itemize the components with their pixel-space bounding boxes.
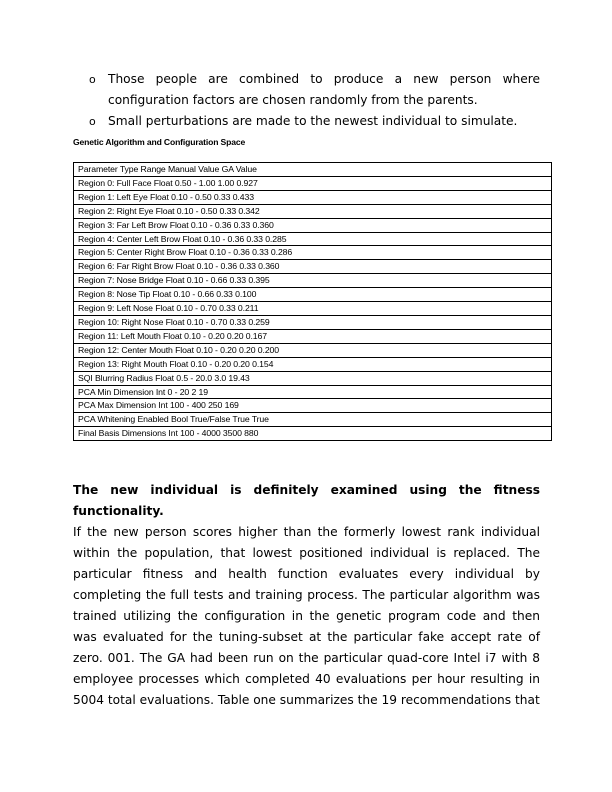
bullet-item (89, 69, 540, 111)
table-cell: Region 12: Center Mouth Float 0.10 - 0.20 0.20 0.200 (74, 343, 552, 357)
table-cell: Region 3: Far Left Brow Float 0.10 - 0.36 0.33 0.360 (74, 218, 552, 232)
bullet-text: Small perturbations are made to the newest individual to simulate. (108, 114, 518, 128)
table-row (74, 343, 552, 357)
table-row (74, 232, 552, 246)
table-cell: Region 9: Left Nose Float 0.10 - 0.70 0.33 0.211 (74, 302, 552, 316)
table-row (74, 357, 552, 371)
table-cell: PCA Min Dimension Int 0 - 20 2 19 (74, 385, 552, 399)
table-row (74, 190, 552, 204)
table-row (74, 413, 552, 427)
table-row (74, 274, 552, 288)
table-row (74, 427, 552, 441)
bullet-text: Those people are combined to produce a new person where configuration factors are chosen randomly from the parents. (108, 72, 540, 107)
table-cell: PCA Whitening Enabled Bool True/False True True (74, 413, 552, 427)
body-section (73, 480, 540, 711)
bullet-list (89, 69, 540, 132)
table-cell: Region 4: Center Left Brow Float 0.10 - 0.36 0.33 0.285 (74, 232, 552, 246)
body-paragraph: If the new person scores higher than the formerly lowest rank individual within the population, that lowest positioned individual is replaced. The particular fitness and health function evaluates every individual by completing the full tests and training process. The particular algorithm was trained utilizing the configuration in the genetic program code and then was evaluated for the tuning-subset at the particular fake accept rate of zero. 001. The GA had been run on the particular quad-core Intel i7 with 8 employee processes which completed 40 evaluations per hour resulting in 5004 total evaluations. Table one summarizes the 19 recommendations that (73, 525, 540, 707)
table-row (74, 399, 552, 413)
table-cell: Region 1: Left Eye Float 0.10 - 0.50 0.33 0.433 (74, 190, 552, 204)
bullet-marker-icon: o (89, 115, 96, 128)
table-row (74, 176, 552, 190)
table-cell: Region 8: Nose Tip Float 0.10 - 0.66 0.33 0.100 (74, 288, 552, 302)
table-row (74, 246, 552, 260)
table-cell: Region 7: Nose Bridge Float 0.10 - 0.66 0.33 0.395 (74, 274, 552, 288)
table-cell: Region 13: Right Mouth Float 0.10 - 0.20 0.20 0.154 (74, 357, 552, 371)
table-cell: Region 6: Far Right Brow Float 0.10 - 0.36 0.33 0.360 (74, 260, 552, 274)
table-row (74, 288, 552, 302)
bullet-item (89, 111, 540, 132)
section-heading: The new individual is definitely examined using the fitness functionality. (73, 483, 540, 518)
table-row (74, 315, 552, 329)
table-cell: Region 5: Center Right Brow Float 0.10 - 0.36 0.33 0.286 (74, 246, 552, 260)
table-cell: Region 10: Right Nose Float 0.10 - 0.70 0.33 0.259 (74, 315, 552, 329)
table-row (74, 371, 552, 385)
table-row (74, 260, 552, 274)
table-row (74, 385, 552, 399)
table-header-row (74, 163, 552, 177)
table-cell: PCA Max Dimension Int 100 - 400 250 169 (74, 399, 552, 413)
table-cell: Region 0: Full Face Float 0.50 - 1.00 1.00 0.927 (74, 176, 552, 190)
table-row (74, 329, 552, 343)
table-cell: Region 11: Left Mouth Float 0.10 - 0.20 0.20 0.167 (74, 329, 552, 343)
table-caption: Genetic Algorithm and Configuration Space (73, 137, 246, 147)
table-row (74, 204, 552, 218)
table-cell: Parameter Type Range Manual Value GA Value (74, 163, 552, 177)
table-row (74, 218, 552, 232)
table-cell: SQI Blurring Radius Float 0.5 - 20.0 3.0 19.43 (74, 371, 552, 385)
table-cell: Region 2: Right Eye Float 0.10 - 0.50 0.33 0.342 (74, 204, 552, 218)
configuration-table (73, 162, 552, 441)
bullet-marker-icon: o (89, 73, 96, 86)
table-cell: Final Basis Dimensions Int 100 - 4000 3500 880 (74, 427, 552, 441)
table-row (74, 302, 552, 316)
